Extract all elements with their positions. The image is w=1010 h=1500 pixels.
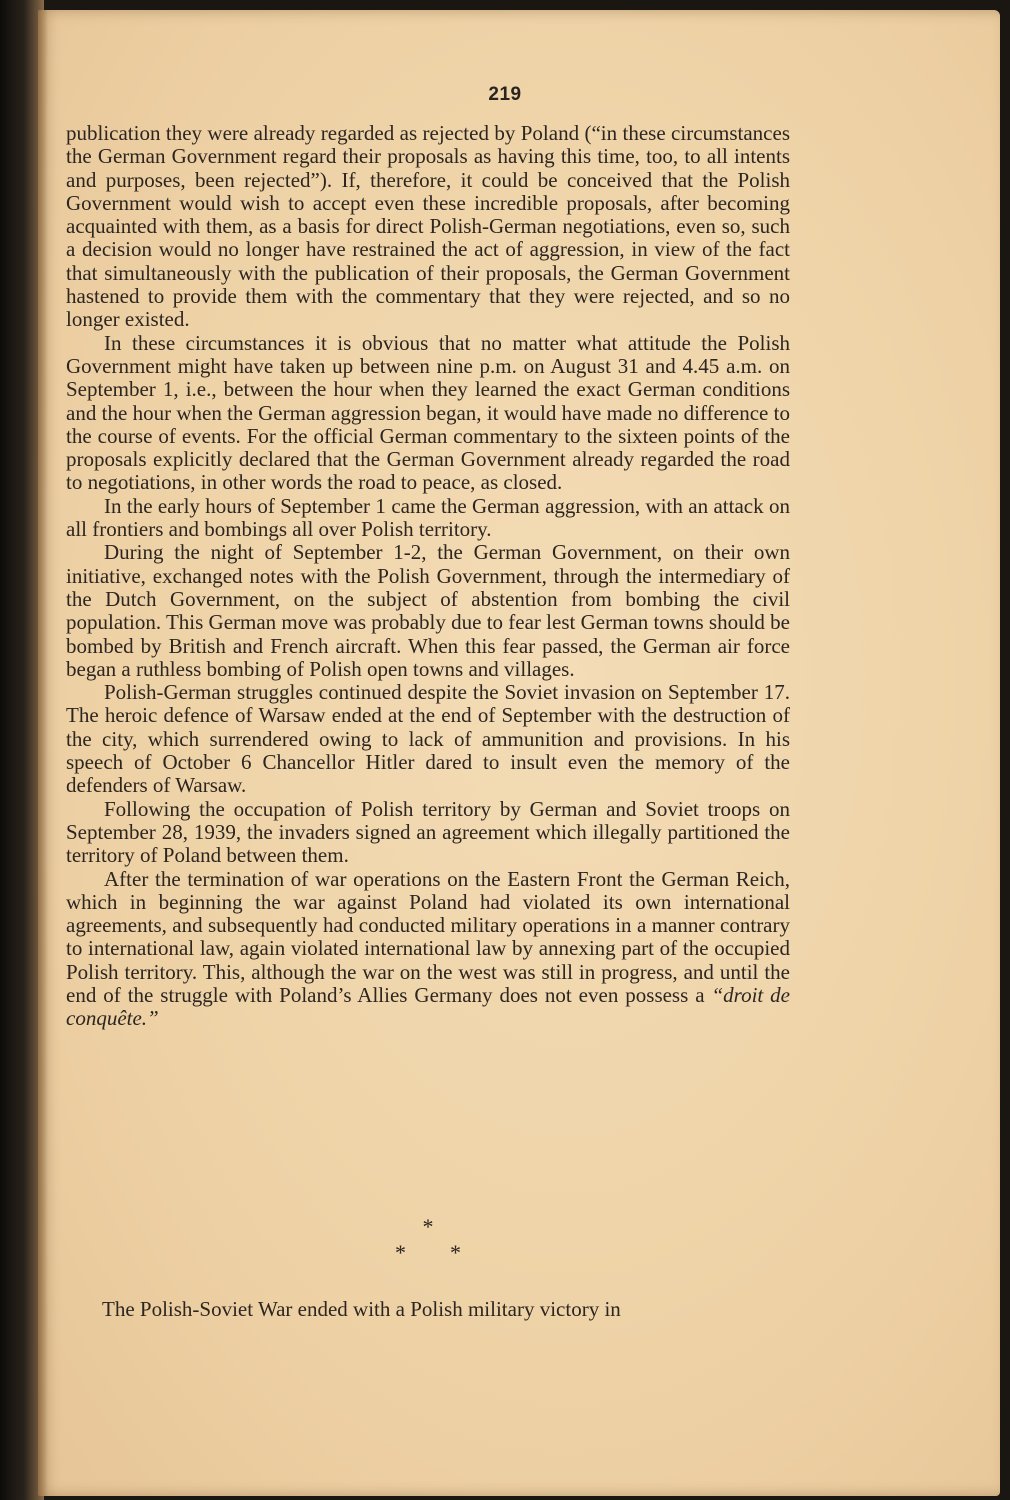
body-text — [66, 122, 790, 1031]
separator-star-top: * — [422, 1214, 434, 1239]
paragraph-5: Polish-German struggles continued despite the Soviet invasion on September 17. The heroic defence of Warsaw ended at the end of September with the destruction of the city, which surrendered owing to lack of ammunition and provisions. In his speech of October 6 Chancellor Hitler dared to insult even the memory of the defenders of Warsaw. — [66, 680, 790, 798]
section-separator — [66, 1214, 790, 1266]
paragraph-2: In these circumstances it is obvious that no matter what attitude the Polish Government might have taken up between nine p.m. on August 31 and 4.45 a.m. on September 1, i.e., between the hour when they learned the exact German conditions and the hour when the German aggression began, it would have made no difference to the course of events. For the official German commentary to the sixteen points of the proposals explicitly declared that the German Government already regarded the road to negotiations, in other words the road to peace, as closed. — [66, 330, 790, 495]
italic-phrase: “droit de conquête.” — [66, 982, 791, 1031]
paragraph-1: publication they were already regarded as rejected by Poland (“in these circumstances the German Government regard their proposals as having this time, too, to all intents and purposes, been rejected”). If, therefore, it could be conceived that the Polish Government would wish to accept even these incredible proposals, after becoming acquainted with them, as a basis for direct Polish-German negotiations, even so, such a decision would no longer have restrained the act of aggression, in view of the fact that simultaneously with the publication of their proposals, the German Government hastened to provide them with the commentary that they were rejected, and so no longer existed. — [66, 121, 790, 332]
page-gutter-shadow — [38, 10, 48, 1496]
paragraph-6: Following the occupation of Polish territory by German and Soviet troops on September 28, 1939, the invaders signed an agreement which illegally partitioned the territory of Poland between them. — [66, 796, 790, 868]
paragraph-3: In the early hours of September 1 came the German aggression, with an attack on all frontiers and bombings all over Polish territory. — [66, 493, 790, 542]
separator-star-right: * — [450, 1240, 461, 1265]
paragraph-7-text: After the termination of war operations on the Eastern Front the German Reich, which in beginning the war against Poland had violated its own international agreements, and subsequently had conducted military operations in a manner contrary to international law, again violated international law by annexing part of the occupied Polish territory. This, although the war on the west was still in progress, and until the end of the struggle with Poland’s Allies Germany does not even possess a — [66, 866, 790, 1007]
separator-star-left: * — [395, 1240, 406, 1265]
paragraph-7 — [66, 868, 790, 1031]
paragraph-4: During the night of September 1-2, the German Government, on their own initiative, exchanged notes with the Polish Government, through the intermediary of the Dutch Government, on the subject of abstention from bombing the civil population. This German move was probably due to fear lest German towns should be bombed by British and French aircraft. When this fear passed, the German air force began a ruthless bombing of Polish open towns and villages. — [66, 540, 790, 681]
closing-line: The Polish-Soviet War ended with a Polish military victory in — [102, 1297, 621, 1321]
page-number: 219 — [488, 84, 522, 105]
